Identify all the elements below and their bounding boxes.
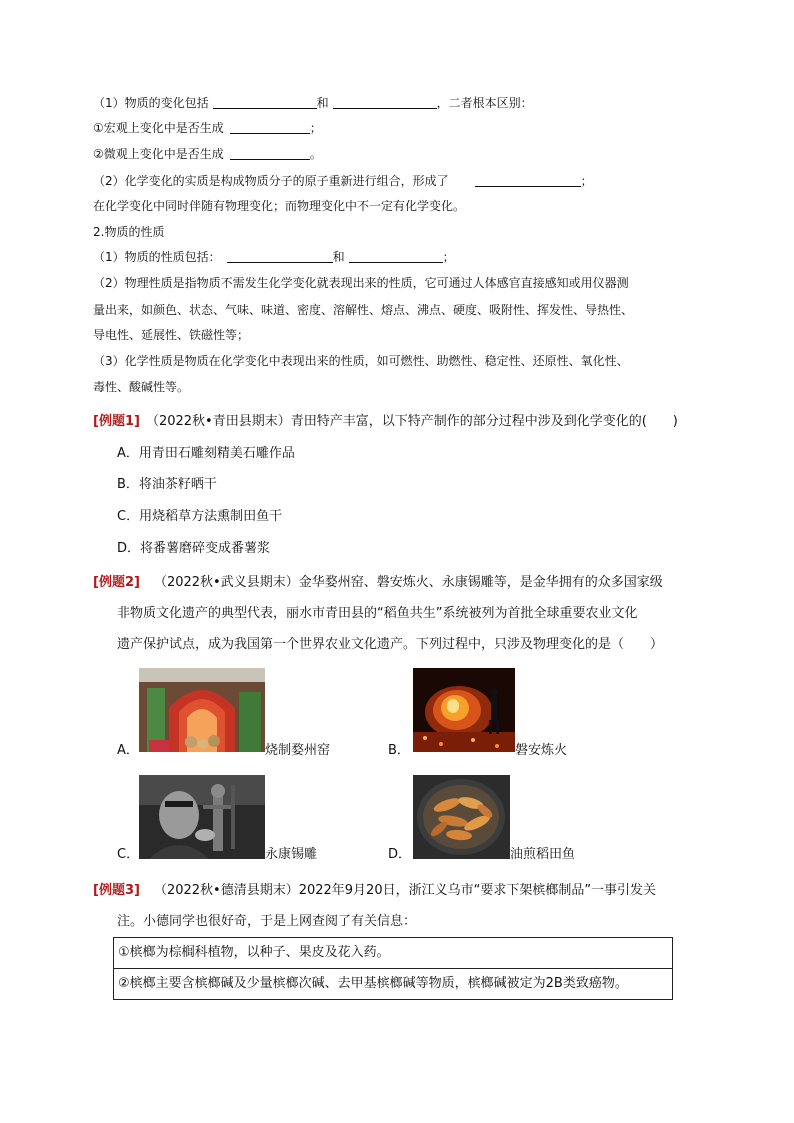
example-1-option-d[interactable]: D．将番薯磨碎变成番薯浆 (117, 541, 271, 556)
line-12: 毒性、酸碱性等。 (93, 380, 190, 394)
blank-6[interactable] (227, 249, 333, 263)
line-1-text-b: 和 (316, 96, 329, 110)
info-box (113, 937, 673, 1000)
example-2-option-a-caption: 烧制婺州窑 (265, 743, 331, 758)
line-4-end: ； (580, 174, 593, 188)
fire-illustration (413, 668, 515, 752)
line-8: （2）物理性质是指物质不需发生化学变化就表现出来的性质，它可通过人体感官直接感知或用仪器测 (93, 276, 629, 290)
example-2-option-c-letter[interactable]: C． (117, 847, 140, 862)
line-7-end: ； (442, 250, 455, 264)
tin-carving-photo[interactable] (139, 775, 265, 859)
line-2-end: ； (309, 121, 322, 135)
kiln-illustration (139, 668, 265, 752)
example-3-stem-1 (93, 880, 656, 902)
line-11: （3）化学性质是物质在化学变化中表现出来的性质，如可燃性、助燃性、稳定性、还原性、氧化性、 (93, 354, 629, 368)
fried-fish-illustration (413, 775, 510, 859)
line-4 (93, 172, 593, 190)
line-5: 在化学变化中同时伴随有物理变化；而物理变化中不一定有化学变化。 (93, 199, 466, 213)
example-3-tag: [例题3] (93, 883, 140, 898)
example-2-stem-1 (93, 572, 663, 594)
fried-fish-photo[interactable] (413, 775, 510, 859)
line-7 (93, 248, 455, 266)
example-1-option-b[interactable]: B．将油茶籽晒干 (117, 477, 217, 492)
example-2-text-1: （2022秋•武义县期末）金华婺州窑、磐安炼火、永康锡雕等，是金华拥有的众多国家级 (153, 575, 663, 590)
example-2-stem-3: 遗产保护试点，成为我国第一个世界农业文化遗产。下列过程中，只涉及物理变化的是（ ） (117, 637, 664, 652)
line-3 (93, 145, 322, 163)
line-3-end: 。 (309, 147, 322, 161)
example-2-option-d-caption: 油煎稻田鱼 (510, 847, 576, 862)
info-row-1: ①槟榔为棕榈科植物，以种子、果皮及花入药。 (118, 945, 390, 960)
line-1 (93, 94, 533, 112)
blank-5[interactable] (475, 173, 581, 187)
line-1-text-c: ，二者根本区别： (436, 96, 533, 110)
kiln-photo[interactable] (139, 668, 265, 752)
fire-photo[interactable] (413, 668, 515, 752)
line-7-text-a: （1）物质的性质包括： (93, 250, 221, 264)
blank-1[interactable] (213, 95, 317, 109)
example-2-stem-2: 非物质文化遗产的典型代表，丽水市青田县的“稻鱼共生”系统被列为首批全球重要农业文化 (117, 606, 638, 621)
example-2-option-b-caption: 磐安炼火 (515, 743, 568, 758)
blank-2[interactable] (333, 95, 437, 109)
example-1-text: （2022秋•青田县期末）青田特产丰富，以下特产制作的部分过程中涉及到化学变化的( ) (145, 414, 678, 429)
line-2-text: ①宏观上变化中是否生成 (93, 121, 224, 135)
example-2-tag: [例题2] (93, 575, 140, 590)
line-9: 量出来，如颜色、状态、气味、味道、密度、溶解性、熔点、沸点、硬度、吸附性、挥发性、导热性、 (93, 303, 634, 317)
blank-7[interactable] (349, 249, 443, 263)
example-2-option-b-letter[interactable]: B． (388, 743, 410, 758)
line-4-text: （2）化学变化的实质是构成物质分子的原子重新进行组合，形成了 (93, 174, 449, 188)
example-1-tag: [例题1] (93, 414, 140, 429)
example-2-option-d-letter[interactable]: D． (388, 847, 412, 862)
line-1-text-a: （1）物质的变化包括 (93, 96, 209, 110)
tin-carving-illustration (139, 775, 265, 859)
example-3-stem-2: 注。小德同学也很好奇，于是上网查阅了有关信息： (117, 914, 417, 929)
info-row-2: ②槟榔主要含槟榔碱及少量槟榔次碱、去甲基槟榔碱等物质，槟榔碱被定为2B类致癌物。 (114, 968, 672, 999)
example-1-stem (93, 411, 678, 433)
blank-3[interactable] (230, 120, 310, 134)
line-2 (93, 119, 322, 137)
line-10: 导电性、延展性、铁磁性等； (93, 328, 250, 342)
blank-4[interactable] (230, 146, 310, 160)
example-1-option-a[interactable]: A．用青田石雕刻精美石雕作品 (117, 446, 295, 461)
example-2-option-a-letter[interactable]: A． (117, 743, 139, 758)
example-3-text-1: （2022秋•德清县期末）2022年9月20日，浙江义乌市“要求下架槟榔制品”一事引发关 (153, 883, 657, 898)
line-3-text: ②微观上变化中是否生成 (93, 147, 224, 161)
line-7-text-b: 和 (332, 250, 345, 264)
section-heading: 2.物质的性质 (93, 225, 165, 239)
example-2-option-c-caption: 永康锡雕 (265, 847, 318, 862)
example-1-option-c[interactable]: C．用烧稻草方法熏制田鱼干 (117, 509, 283, 524)
